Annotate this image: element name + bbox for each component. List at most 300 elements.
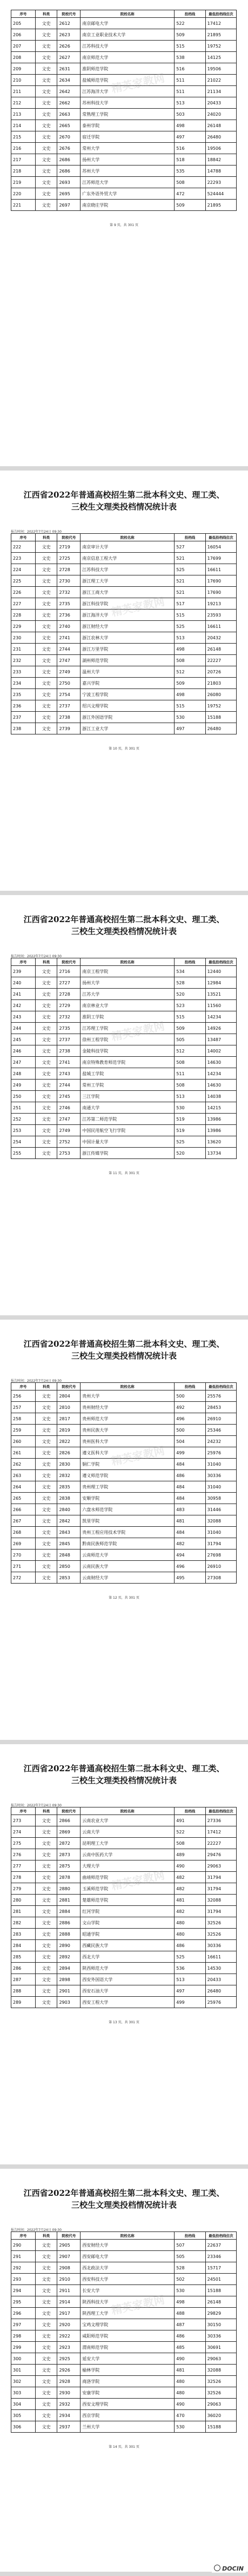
table-cell: 文史 bbox=[35, 666, 57, 678]
table-cell: 文史 bbox=[35, 200, 57, 211]
table-cell: 2908 bbox=[57, 2262, 81, 2274]
table-cell: 文史 bbox=[35, 2319, 57, 2330]
table-cell: 2911 bbox=[57, 2285, 81, 2296]
table-cell: 528 bbox=[175, 2262, 205, 2274]
table-cell: 文史 bbox=[35, 1425, 57, 1436]
table-cell: 西藏民族大学 bbox=[81, 1940, 175, 1951]
page-footer: 第 14 页，共 301 页 bbox=[109, 2445, 139, 2449]
score-table bbox=[11, 2231, 237, 2433]
column-header: 序号 bbox=[11, 1383, 36, 1390]
table-row bbox=[11, 1481, 237, 1493]
table-cell: 2850 bbox=[57, 1561, 81, 1572]
table-cell: 2642 bbox=[57, 86, 81, 97]
table-cell: 225 bbox=[11, 575, 36, 587]
table-cell: 498 bbox=[175, 644, 205, 655]
table-cell: 文史 bbox=[35, 2240, 57, 2251]
table-cell: 241 bbox=[11, 989, 36, 1000]
table-cell: 216 bbox=[11, 143, 36, 154]
column-header: 投档线 bbox=[175, 2232, 205, 2240]
table-cell: 206 bbox=[11, 29, 36, 41]
table-row bbox=[11, 1515, 237, 1527]
table-cell: 496 bbox=[175, 1413, 205, 1425]
table-cell: 239 bbox=[11, 966, 36, 977]
report-time: 报告时间：2022年7月24日 09:30 bbox=[11, 2228, 62, 2232]
table-cell: 西安邮电大学 bbox=[81, 2251, 175, 2262]
table-cell: 300 bbox=[11, 2353, 36, 2365]
table-cell: 文史 bbox=[35, 2353, 57, 2365]
table-cell: 219 bbox=[11, 177, 36, 188]
table-cell: 505 bbox=[175, 2251, 205, 2262]
table-cell: 2930 bbox=[57, 2387, 81, 2399]
table-cell: 温州大学 bbox=[81, 666, 175, 678]
table-cell: 2934 bbox=[57, 2410, 81, 2421]
table-row bbox=[11, 575, 237, 587]
table-cell: 497 bbox=[175, 131, 205, 143]
table-row bbox=[11, 564, 237, 575]
table-cell: 遵义师范学院 bbox=[81, 1470, 175, 1481]
table-cell: 248 bbox=[11, 1068, 36, 1080]
table-cell: 11560 bbox=[205, 1000, 236, 1011]
column-header: 院校名称 bbox=[81, 1807, 175, 1815]
table-row bbox=[11, 1011, 237, 1023]
table-cell: 浙江海洋大学 bbox=[81, 610, 175, 621]
table-cell: 522 bbox=[175, 18, 205, 29]
table-cell: 207 bbox=[11, 41, 36, 52]
table-cell: 兰州大学 bbox=[81, 2421, 175, 2433]
table-row bbox=[11, 1504, 237, 1515]
table-row bbox=[11, 1390, 237, 1402]
table-row bbox=[11, 1906, 237, 1917]
table-cell: 29829 bbox=[205, 2308, 236, 2319]
table-cell: 500 bbox=[175, 1425, 205, 1436]
table-row bbox=[11, 41, 237, 52]
document-page bbox=[0, 0, 248, 466]
table-cell: 13487 bbox=[205, 1034, 236, 1045]
table-cell: 文史 bbox=[35, 1815, 57, 1826]
table-cell: 黔南民族师范学院 bbox=[81, 1538, 175, 1549]
table-cell: 238 bbox=[11, 723, 36, 734]
table-cell: 2663 bbox=[57, 109, 81, 120]
table-cell: 19752 bbox=[205, 41, 236, 52]
table-cell: 513 bbox=[175, 632, 205, 644]
table-cell: 487 bbox=[175, 2319, 205, 2330]
table-row bbox=[11, 29, 237, 41]
table-cell: 524444 bbox=[205, 188, 236, 200]
table-cell: 2631 bbox=[57, 63, 81, 75]
table-cell: 32526 bbox=[205, 2387, 236, 2399]
table-cell: 贵州工程应用技术学院 bbox=[81, 1527, 175, 1538]
table-row bbox=[11, 2330, 237, 2342]
table-cell: 2920 bbox=[57, 2319, 81, 2330]
table-row bbox=[11, 1951, 237, 1963]
table-cell: 文史 bbox=[35, 1011, 57, 1023]
table-cell: 文史 bbox=[35, 2376, 57, 2387]
table-row bbox=[11, 632, 237, 644]
table-cell: 文史 bbox=[35, 1402, 57, 1413]
table-cell: 278 bbox=[11, 1872, 36, 1883]
table-cell: 曲靖师范学院 bbox=[81, 1872, 175, 1883]
table-cell: 21803 bbox=[205, 678, 236, 689]
table-cell: 20433 bbox=[205, 1974, 236, 1985]
table-cell: 498 bbox=[175, 120, 205, 131]
table-cell: 295 bbox=[11, 2296, 36, 2308]
page-footer: 第 11 页，共 301 页 bbox=[109, 1171, 139, 1175]
page-title: 江西省2022年普通高校招生第二批本科文史、理工类、三校生文理类投档情况统计表 bbox=[23, 1764, 225, 1785]
table-cell: 297 bbox=[11, 2319, 36, 2330]
table-cell: 陕西科技大学 bbox=[81, 2296, 175, 2308]
table-row bbox=[11, 165, 237, 177]
table-cell: 525 bbox=[175, 564, 205, 575]
table-cell: 楚雄师范学院 bbox=[81, 1895, 175, 1906]
table-cell: 文史 bbox=[35, 1091, 57, 1102]
table-row bbox=[11, 1860, 237, 1872]
table-cell: 南通大学 bbox=[81, 1102, 175, 1114]
table-cell: 2740 bbox=[57, 621, 81, 632]
table-cell: 2665 bbox=[57, 120, 81, 131]
table-cell: 2739 bbox=[57, 723, 81, 734]
table-cell: 西安文理学院 bbox=[81, 2399, 175, 2410]
table-cell: 文史 bbox=[35, 1538, 57, 1549]
table-cell: 2738 bbox=[57, 712, 81, 723]
table-cell: 2744 bbox=[57, 644, 81, 655]
table-header-row bbox=[11, 10, 237, 18]
table-cell: 19213 bbox=[205, 598, 236, 610]
table-cell: 2741 bbox=[57, 1057, 81, 1068]
table-cell: 文史 bbox=[35, 2387, 57, 2399]
table-row bbox=[11, 541, 237, 553]
table-cell: 513 bbox=[175, 97, 205, 109]
document-page bbox=[0, 1320, 248, 1740]
table-cell: 482 bbox=[175, 1883, 205, 1895]
table-row bbox=[11, 1572, 237, 1584]
table-cell: 508 bbox=[175, 655, 205, 666]
table-cell: 508 bbox=[175, 1057, 205, 1068]
table-cell: 南京特殊教育师范学院 bbox=[81, 1057, 175, 1068]
table-cell: 525 bbox=[175, 1951, 205, 1963]
table-row bbox=[11, 1148, 237, 1159]
table-cell: 498 bbox=[175, 2296, 205, 2308]
table-cell: 云南中医药大学 bbox=[81, 1849, 175, 1860]
table-cell: 14234 bbox=[205, 1011, 236, 1023]
table-cell: 文史 bbox=[35, 2365, 57, 2376]
table-cell: 文史 bbox=[35, 1929, 57, 1940]
table-cell: 31794 bbox=[205, 1538, 236, 1549]
table-cell: 24020 bbox=[205, 109, 236, 120]
table-cell: 文山学院 bbox=[81, 1917, 175, 1929]
table-cell: 2746 bbox=[57, 1102, 81, 1114]
table-cell: 2937 bbox=[57, 2421, 81, 2433]
table-row bbox=[11, 1447, 237, 1459]
table-cell: 2749 bbox=[57, 666, 81, 678]
table-cell: 491 bbox=[175, 1815, 205, 1826]
table-row bbox=[11, 143, 237, 154]
table-cell: 浙江外国语学院 bbox=[81, 712, 175, 723]
table-row bbox=[11, 1849, 237, 1860]
table-cell: 497 bbox=[175, 723, 205, 734]
table-row bbox=[11, 678, 237, 689]
table-row bbox=[11, 1068, 237, 1080]
column-header: 最低投档线位次 bbox=[205, 1807, 236, 1815]
table-cell: 2894 bbox=[57, 1963, 81, 1974]
table-cell: 515 bbox=[175, 610, 205, 621]
table-cell: 2922 bbox=[57, 2330, 81, 2342]
table-cell: 480 bbox=[175, 2376, 205, 2387]
table-cell: 509 bbox=[175, 678, 205, 689]
table-cell: 商洛学院 bbox=[81, 2376, 175, 2387]
table-cell: 483 bbox=[175, 1504, 205, 1515]
table-cell: 15188 bbox=[205, 2285, 236, 2296]
table-cell: 文史 bbox=[35, 989, 57, 1000]
table-cell: 六盘水师范学院 bbox=[81, 1504, 175, 1515]
table-cell: 2732 bbox=[57, 1011, 81, 1023]
table-cell: 文史 bbox=[35, 18, 57, 29]
table-row bbox=[11, 1034, 237, 1045]
table-cell: 嘉兴学院 bbox=[81, 678, 175, 689]
table-cell: 480 bbox=[175, 1929, 205, 1940]
table-cell: 485 bbox=[175, 2342, 205, 2353]
table-cell: 517 bbox=[175, 598, 205, 610]
table-cell: 233 bbox=[11, 666, 36, 678]
column-header: 序号 bbox=[11, 534, 36, 541]
table-cell: 232 bbox=[11, 655, 36, 666]
column-header: 科类 bbox=[35, 1383, 57, 1390]
table-cell: 19506 bbox=[205, 63, 236, 75]
table-cell: 南京审计大学 bbox=[81, 541, 175, 553]
table-cell: 262 bbox=[11, 1459, 36, 1470]
table-cell: 279 bbox=[11, 1883, 36, 1895]
table-header-row bbox=[11, 534, 237, 541]
table-cell: 273 bbox=[11, 1815, 36, 1826]
table-cell: 29063 bbox=[205, 2353, 236, 2365]
table-row bbox=[11, 200, 237, 211]
table-cell: 221 bbox=[11, 200, 36, 211]
table-cell: 513 bbox=[175, 1091, 205, 1102]
table-cell: 31040 bbox=[205, 1459, 236, 1470]
table-cell: 文史 bbox=[35, 587, 57, 598]
table-cell: 32526 bbox=[205, 1929, 236, 1940]
table-cell: 西安石油大学 bbox=[81, 1985, 175, 1997]
logo-text: DOCIN bbox=[222, 2565, 244, 2572]
table-cell: 484 bbox=[175, 1459, 205, 1470]
table-cell: 29063 bbox=[205, 2399, 236, 2410]
table-cell: 25976 bbox=[205, 1447, 236, 1459]
table-cell: 26480 bbox=[205, 131, 236, 143]
table-cell: 2727 bbox=[57, 977, 81, 989]
table-cell: 19506 bbox=[205, 143, 236, 154]
table-cell: 15717 bbox=[205, 2262, 236, 2274]
table-cell: 2737 bbox=[57, 1034, 81, 1045]
table-row bbox=[11, 1459, 237, 1470]
table-header-row bbox=[11, 1383, 237, 1390]
table-cell: 224 bbox=[11, 564, 36, 575]
table-cell: 26910 bbox=[205, 1413, 236, 1425]
table-cell: 文史 bbox=[35, 2330, 57, 2342]
table-cell: 文史 bbox=[35, 1527, 57, 1538]
score-table bbox=[11, 10, 237, 211]
table-cell: 文史 bbox=[35, 632, 57, 644]
table-cell: 480 bbox=[175, 1917, 205, 1929]
table-cell: 2925 bbox=[57, 2353, 81, 2365]
table-cell: 文史 bbox=[35, 1080, 57, 1091]
table-cell: 222 bbox=[11, 541, 36, 553]
table-cell: 文史 bbox=[35, 966, 57, 977]
table-cell: 20726 bbox=[205, 666, 236, 678]
column-header: 科类 bbox=[35, 2232, 57, 2240]
table-cell: 527 bbox=[175, 541, 205, 553]
table-cell: 215 bbox=[11, 131, 36, 143]
table-cell: 259 bbox=[11, 1425, 36, 1436]
table-cell: 文史 bbox=[35, 1906, 57, 1917]
table-cell: 苏州科技大学 bbox=[81, 97, 175, 109]
table-cell: 2695 bbox=[57, 188, 81, 200]
column-header: 院校代号 bbox=[57, 534, 81, 541]
table-cell: 26148 bbox=[205, 2296, 236, 2308]
table-cell: 500 bbox=[175, 1390, 205, 1402]
table-cell: 宁波工程学院 bbox=[81, 689, 175, 700]
table-cell: 235 bbox=[11, 689, 36, 700]
corner-logo bbox=[212, 2564, 246, 2573]
table-cell: 昆明理工大学 bbox=[81, 1838, 175, 1849]
table-cell: 480 bbox=[175, 2387, 205, 2399]
table-cell: 538 bbox=[175, 52, 205, 63]
table-cell: 14002 bbox=[205, 1045, 236, 1057]
table-cell: 浙江农林大学 bbox=[81, 632, 175, 644]
table-cell: 文史 bbox=[35, 1045, 57, 1057]
table-cell: 2901 bbox=[57, 1985, 81, 1997]
table-cell: 223 bbox=[11, 553, 36, 564]
table-cell: 14215 bbox=[205, 1102, 236, 1114]
table-row bbox=[11, 2410, 237, 2421]
table-cell: 2735 bbox=[57, 598, 81, 610]
table-cell: 24501 bbox=[205, 2274, 236, 2285]
table-cell: 云南农业大学 bbox=[81, 1815, 175, 1826]
table-cell: 210 bbox=[11, 75, 36, 86]
table-cell: 528 bbox=[175, 977, 205, 989]
table-row bbox=[11, 723, 237, 734]
table-cell: 499 bbox=[175, 1997, 205, 2008]
table-cell: 江苏师范大学 bbox=[81, 177, 175, 188]
page-footer: 第 9 页，共 301 页 bbox=[110, 223, 138, 227]
score-table bbox=[11, 1807, 237, 2008]
score-table bbox=[11, 533, 237, 734]
table-cell: 浙江工业大学 bbox=[81, 723, 175, 734]
table-cell: 12984 bbox=[205, 977, 236, 989]
table-cell: 2842 bbox=[57, 1515, 81, 1527]
table-cell: 南京林业大学 bbox=[81, 1000, 175, 1011]
table-cell: 250 bbox=[11, 1091, 36, 1102]
table-cell: 2892 bbox=[57, 1951, 81, 1963]
table-row bbox=[11, 2376, 237, 2387]
table-cell: 281 bbox=[11, 1906, 36, 1917]
table-cell: 文史 bbox=[35, 2399, 57, 2410]
table-cell: 西京学院 bbox=[81, 2410, 175, 2421]
table-cell: 2914 bbox=[57, 2296, 81, 2308]
table-cell: 16611 bbox=[205, 621, 236, 632]
table-cell: 511 bbox=[175, 1068, 205, 1080]
table-cell: 217 bbox=[11, 154, 36, 165]
table-cell: 530 bbox=[175, 2285, 205, 2296]
table-row bbox=[11, 2387, 237, 2399]
table-cell: 文史 bbox=[35, 1838, 57, 1849]
table-cell: 291 bbox=[11, 2251, 36, 2262]
table-cell: 2926 bbox=[57, 2365, 81, 2376]
table-cell: 文史 bbox=[35, 1447, 57, 1459]
table-row bbox=[11, 1917, 237, 1929]
table-cell: 扬州大学 bbox=[81, 154, 175, 165]
table-header-row bbox=[11, 958, 237, 966]
table-cell: 陕西师范大学 bbox=[81, 1963, 175, 1974]
table-cell: 江苏第二师范学院 bbox=[81, 1114, 175, 1125]
table-cell: 496 bbox=[175, 1561, 205, 1572]
table-cell: 28453 bbox=[205, 1402, 236, 1413]
table-cell: 文史 bbox=[35, 2296, 57, 2308]
table-cell: 文史 bbox=[35, 689, 57, 700]
table-cell: 安顺学院 bbox=[81, 1493, 175, 1504]
table-cell: 2750 bbox=[57, 678, 81, 689]
table-row bbox=[11, 689, 237, 700]
table-cell: 31794 bbox=[205, 1906, 236, 1917]
table-cell: 2905 bbox=[57, 2240, 81, 2251]
document-page bbox=[0, 1744, 248, 2164]
table-cell: 常州大学 bbox=[81, 143, 175, 154]
table-cell: 26148 bbox=[205, 644, 236, 655]
table-cell: 文史 bbox=[35, 1883, 57, 1895]
table-row bbox=[11, 75, 237, 86]
table-cell: 19752 bbox=[205, 700, 236, 712]
column-header: 序号 bbox=[11, 958, 36, 966]
table-cell: 271 bbox=[11, 1561, 36, 1572]
table-cell: 2738 bbox=[57, 1045, 81, 1057]
table-cell: 495 bbox=[175, 1572, 205, 1584]
table-cell: 515 bbox=[175, 1011, 205, 1023]
table-cell: 2886 bbox=[57, 1917, 81, 1929]
table-cell: 220 bbox=[11, 188, 36, 200]
table-cell: 276 bbox=[11, 1849, 36, 1860]
table-cell: 26910 bbox=[205, 1561, 236, 1572]
table-cell: 2838 bbox=[57, 1493, 81, 1504]
table-row bbox=[11, 1091, 237, 1102]
table-row bbox=[11, 131, 237, 143]
table-cell: 文史 bbox=[35, 41, 57, 52]
table-cell: 江苏大学 bbox=[81, 989, 175, 1000]
table-cell: 绍兴文理学院 bbox=[81, 700, 175, 712]
table-cell: 17699 bbox=[205, 553, 236, 564]
page-title: 江西省2022年普通高校招生第二批本科文史、理工类、三校生文理类投档情况统计表 bbox=[23, 2188, 225, 2210]
table-row bbox=[11, 2274, 237, 2285]
table-cell: 西安外国语大学 bbox=[81, 1974, 175, 1985]
table-cell: 31794 bbox=[205, 1883, 236, 1895]
table-cell: 244 bbox=[11, 1023, 36, 1034]
table-cell: 文史 bbox=[35, 2421, 57, 2433]
table-cell: 文史 bbox=[35, 1136, 57, 1148]
table-cell: 288 bbox=[11, 1985, 36, 1997]
table-cell: 265 bbox=[11, 1493, 36, 1504]
report-time: 报告时间：2022年7月24日 09:30 bbox=[11, 1379, 62, 1383]
table-cell: 文史 bbox=[35, 109, 57, 120]
table-cell: 228 bbox=[11, 610, 36, 621]
table-cell: 2741 bbox=[57, 632, 81, 644]
table-cell: 14234 bbox=[205, 1068, 236, 1080]
table-cell: 文史 bbox=[35, 541, 57, 553]
table-cell: 苏州大学 bbox=[81, 165, 175, 177]
table-cell: 2884 bbox=[57, 1906, 81, 1917]
table-cell: 文史 bbox=[35, 97, 57, 109]
table-cell: 31446 bbox=[205, 1504, 236, 1515]
table-cell: 文史 bbox=[35, 644, 57, 655]
table-row bbox=[11, 1402, 237, 1413]
table-cell: 274 bbox=[11, 1826, 36, 1838]
table-cell: 云南师范大学 bbox=[81, 1549, 175, 1561]
